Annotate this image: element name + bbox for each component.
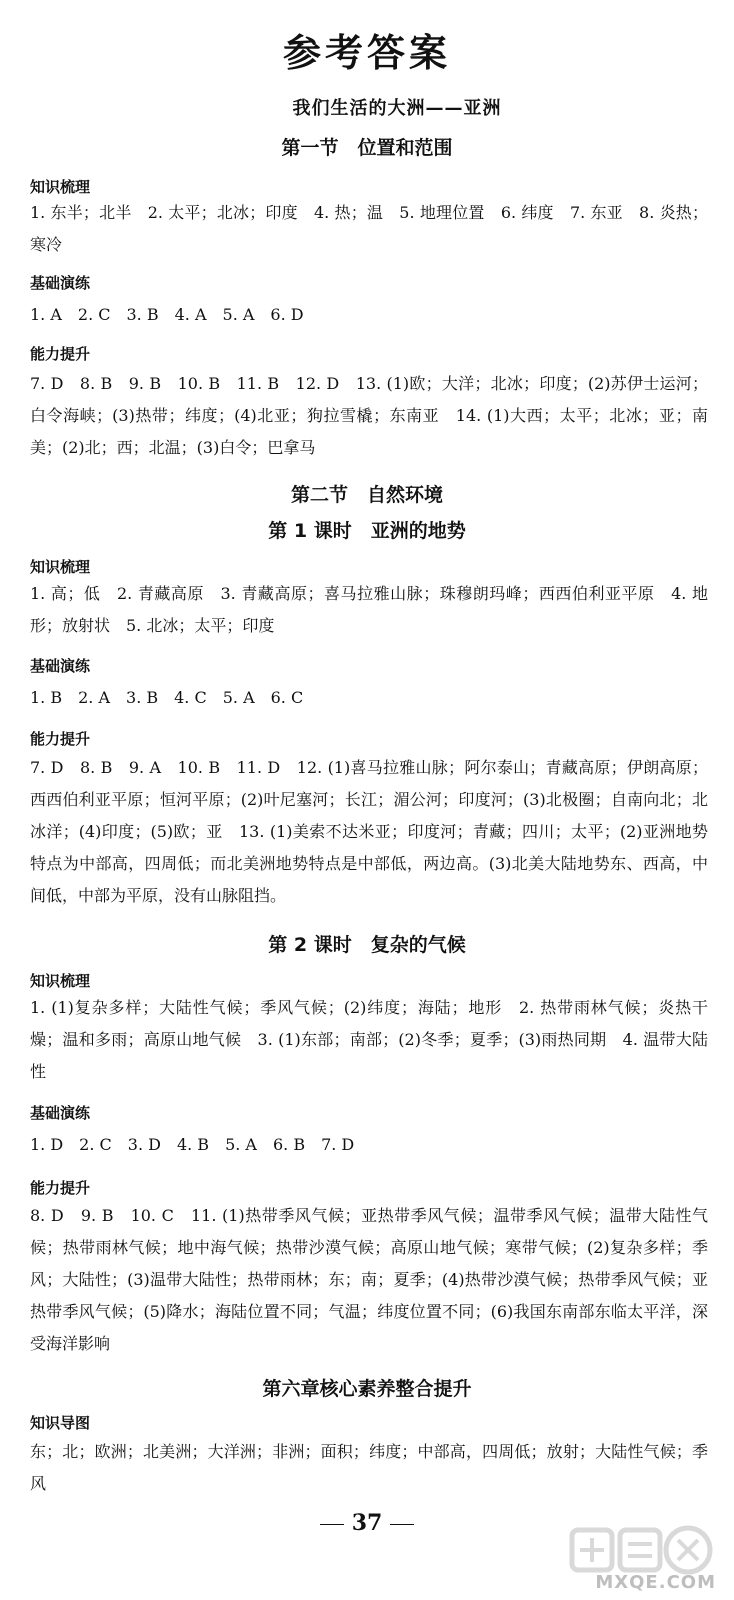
category-label: 知识梳理 — [30, 178, 91, 196]
answer-text: 1. D 2. C 3. D 4. B 5. A 6. B 7. D — [30, 1135, 355, 1154]
category-label: 基础演练 — [30, 274, 91, 292]
answer-text: 8. D 9. B 10. C 11. (1)热带季风气候；亚热带季风气候；温带季风气候；温带大陆性气候；热带雨林气候；地中海气候；热带沙漠气候；高原山地气候；寒带气候；(2)复杂多样；季风；大陆性；(3)温带大陆性；热带雨林；东；南；夏季；(4)热带沙漠气候；热带季风气候；亚热带季风气候；(5)降水；海陆位置不同；气温；纬度位置不同；(6)我国东南部东临太平洋，深受海洋影响 — [30, 1206, 708, 1353]
answer-text: 1. 东半；北半 2. 太平；北冰；印度 4. 热；温 5. 地理位置 6. 纬度 7. 东亚 8. 炎热；寒冷 — [30, 203, 708, 254]
page-number-value: 37 — [351, 1510, 383, 1536]
answer-text: 1. A 2. C 3. B 4. A 5. A 6. D — [30, 305, 304, 324]
answer-text: 1. B 2. A 3. B 4. C 5. A 6. C — [30, 688, 304, 707]
chapter-subtitle: 我们生活的大洲——亚洲 — [292, 98, 502, 119]
section-heading-review: 第六章核心素养整合提升 — [262, 1378, 472, 1400]
answer-text: 7. D 8. B 9. B 10. B 11. B 12. D 13. (1)欧；大洋；北冰；印度；(2)苏伊士运河；白令海峡；(3)热带；纬度；(4)北亚；狗拉雪橇；东南亚 14. (1)大西；太平；北冰；亚；南美；(2)北；西；北温；(3)白令；巴拿马 — [30, 374, 708, 457]
category-label: 知识导图 — [30, 1414, 91, 1432]
lesson-heading-1: 第 1 课时 亚洲的地势 — [268, 520, 466, 542]
dash-left — [320, 1524, 344, 1525]
section-heading-2: 第二节 自然环境 — [290, 484, 443, 506]
page-title: 参考答案 — [282, 31, 451, 75]
category-label: 能力提升 — [30, 730, 91, 748]
dash-right — [390, 1524, 414, 1525]
category-label: 基础演练 — [30, 1104, 91, 1122]
watermark-url: MXQE.COM — [595, 1572, 716, 1593]
lesson-heading-2: 第 2 课时 复杂的气候 — [268, 934, 466, 956]
answer-text: 1. 高；低 2. 青藏高原 3. 青藏高原；喜马拉雅山脉；珠穆朗玛峰；西西伯利亚平原 4. 地形；放射状 5. 北冰；太平；印度 — [30, 584, 708, 635]
answer-text: 东；北；欧洲；北美洲；大洋洲；非洲；面积；纬度；中部高，四周低；放射；大陆性气候；季风 — [30, 1442, 708, 1493]
category-label: 基础演练 — [30, 657, 91, 675]
answer-text: 1. (1)复杂多样；大陆性气候；季风气候；(2)纬度；海陆；地形 2. 热带雨林气候；炎热干燥；温和多雨；高原山地气候 3. (1)东部；南部；(2)冬季；夏季；(3)雨热同期 4. 温带大陆性 — [30, 998, 708, 1081]
category-label: 知识梳理 — [30, 558, 91, 576]
category-label: 知识梳理 — [30, 972, 91, 990]
category-label: 能力提升 — [30, 345, 91, 363]
answer-text: 7. D 8. B 9. A 10. B 11. D 12. (1)喜马拉雅山脉；阿尔泰山；青藏高原；伊朗高原；西西伯利亚平原；恒河平原；(2)叶尼塞河；长江；湄公河；印度河；(3)北极圈；自南向北；北冰洋；(4)印度；(5)欧；亚 13. (1)美索不达米亚；印度河；青藏；四川；太平；(2)亚洲地势特点为中部高，四周低；而北美洲地势特点是中部低，两边高。(3)北美大陆地势东、西高，中间低，中部为平原，没有山脉阻挡。 — [30, 758, 708, 905]
section-heading-1: 第一节 位置和范围 — [281, 137, 453, 159]
category-label: 能力提升 — [30, 1179, 91, 1197]
